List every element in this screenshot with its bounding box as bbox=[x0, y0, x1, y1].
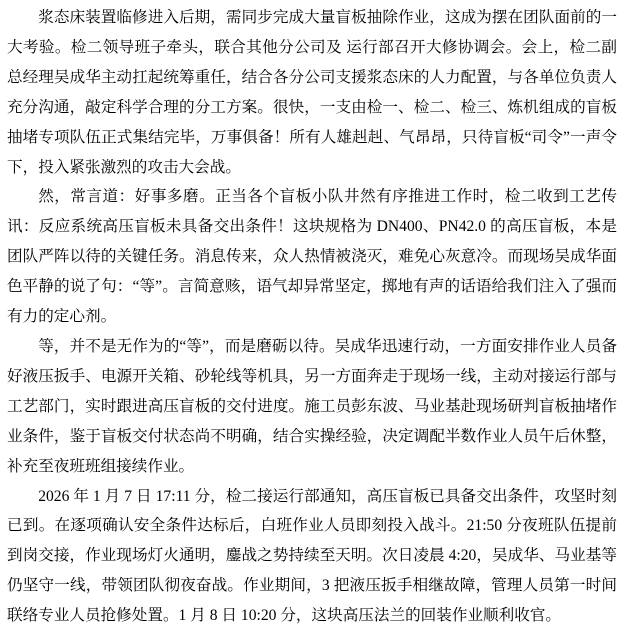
paragraph-1: 浆态床装置临修进入后期，需同步完成大量盲板抽除作业，这成为摆在团队面前的一大考验。检二领导班子牵头，联合其他分公司及 运行部召开大修协调会。会上，检二副总经理吴成华主动扛起统筹重任，结合各分公司支援浆态床的人力配置，与各单位负责人充分沟通，敲定科学合理的分工方案。很快，一支由检一、检二、检三、炼机组成的盲板抽堵专项队伍正式集结完毕，万事俱备！所有人雄赳赳、气昂昂，只待盲板“司令”一声令下，投入紧张激烈的攻击大会战。 bbox=[7, 9, 617, 176]
paragraph-2: 然，常言道：好事多磨。正当各个盲板小队井然有序推进工作时，检二收到工艺传讯：反应系统高压盲板未具备交出条件！这块规格为 DN400、PN42.0 的高压盲板，本是团队严阵以待的关键任务。消息传来，众人热情被浇灭，难免心灰意冷。而现场吴成华面色平静的说了句：“等”。言简意赅，语气却异常坚定，掷地有声的话语给我们注入了强而有力的定心剂。 bbox=[7, 188, 617, 326]
paragraph-4: 2026 年 1 月 7 日 17:11 分，检二接运行部通知，高压盲板已具备交出条件，攻坚时刻已到。在逐项确认安全条件达标后，白班作业人员即刻投入战斗。21:50 分夜班队伍提前到岗交接，作业现场灯火通明，鏖战之势持续至天明。次日凌晨 4:20，吴成华、马业基等仍坚守一线，带领团队彻夜奋战。作业期间，3 把液压扳手相继故障，管理人员第一时间联络专业人员抢修处置。1 月 8 日 10:20 分，这块高压法兰的回装作业顺利收官。 bbox=[7, 487, 617, 625]
paragraph-3: 等，并不是无作为的“等”，而是磨砺以待。吴成华迅速行动，一方面安排作业人员备好液压扳手、电源开关箱、砂轮线等机具，另一方面奔走于现场一线，主动对接运行部与工艺部门，实时跟进高压盲板的交付进度。施工员彭东波、马业基赴现场研判盲板抽堵作业条件，鉴于盲板交付状态尚不明确，结合实操经验，决定调配半数作业人员午后休整，补充至夜班班组接续作业。 bbox=[7, 337, 617, 475]
